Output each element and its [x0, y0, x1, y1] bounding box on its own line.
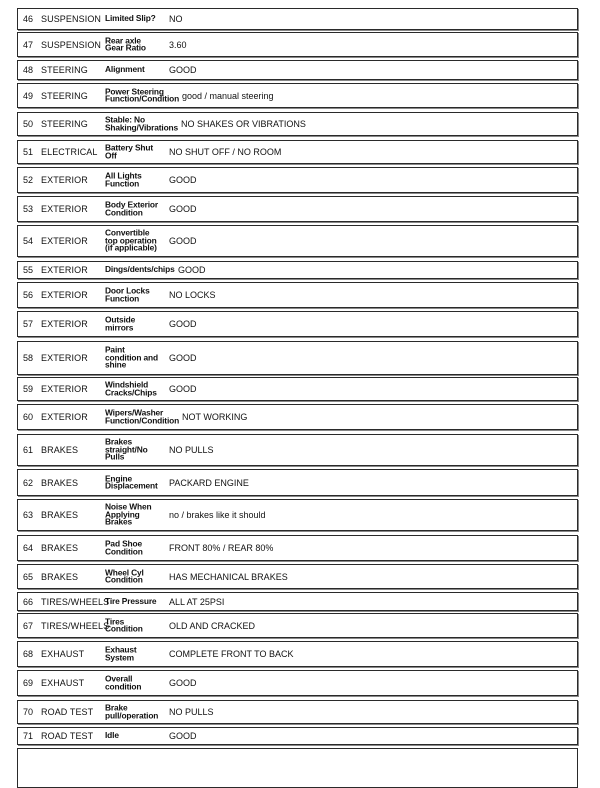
row-item: Tire Pressure: [105, 595, 157, 606]
row-category: STEERING: [41, 65, 88, 75]
row-value: GOOD: [169, 204, 197, 214]
row-value: NO SHUT OFF / NO ROOM: [169, 147, 282, 157]
row-value: NO SHAKES OR VIBRATIONS: [181, 119, 306, 129]
row-number: 60: [23, 412, 34, 422]
table-row: [17, 670, 578, 696]
table-row: [17, 535, 578, 561]
row-value: OLD AND CRACKED: [169, 620, 256, 631]
row-item: Pad Shoe Condition: [105, 538, 143, 556]
row-item: Rear axle Gear Ratio: [105, 34, 146, 53]
row-value: GOOD: [169, 65, 197, 75]
row-category: ELECTRICAL: [41, 147, 98, 157]
table-row: [17, 196, 578, 222]
table-row: [17, 8, 578, 30]
row-category: EXTERIOR: [41, 175, 88, 185]
row-value: GOOD: [169, 175, 197, 185]
table-row: [17, 700, 578, 724]
table-row: [17, 727, 578, 745]
table-row: [17, 32, 578, 57]
row-number: 66: [23, 596, 34, 607]
row-value: GOOD: [169, 319, 197, 329]
row-category: TIRES/WHEELS: [41, 620, 110, 631]
row-category: STEERING: [41, 90, 88, 101]
row-number: 52: [23, 175, 34, 185]
row-category: SUSPENSION: [41, 39, 102, 50]
row-value: NOT WORKING: [182, 412, 248, 422]
row-item: Dings/dents/chips: [105, 264, 175, 275]
table-row: [17, 83, 578, 108]
row-item: Tires Condition: [105, 615, 143, 634]
row-item: Brake pull/operation: [105, 702, 159, 720]
row-value: GOOD: [169, 236, 197, 246]
row-item: Engine Displacement: [105, 472, 158, 491]
row-item: Door Locks Function: [105, 285, 150, 303]
row-category: EXHAUST: [41, 649, 85, 659]
row-value: HAS MECHANICAL BRAKES: [169, 571, 288, 582]
table-row: [17, 377, 578, 401]
table-row: [17, 261, 578, 279]
row-number: 53: [23, 204, 34, 214]
row-number: 65: [23, 571, 34, 582]
row-category: BRAKES: [41, 477, 79, 488]
row-category: EXTERIOR: [41, 236, 88, 246]
row-number: 49: [23, 90, 34, 101]
row-number: 58: [23, 353, 34, 363]
row-category: SUSPENSION: [41, 14, 102, 24]
table-row: [17, 60, 578, 80]
table-row: [17, 434, 578, 466]
row-number: 64: [23, 543, 34, 553]
row-item: Stable: No Shaking/Vibrations: [105, 114, 179, 132]
row-item: Convertible top operation (if applicable): [105, 227, 157, 253]
row-value: NO: [169, 14, 183, 24]
row-category: EXTERIOR: [41, 384, 88, 394]
row-value: NO PULLS: [169, 707, 214, 717]
row-category: STEERING: [41, 119, 88, 129]
row-number: 62: [23, 477, 34, 488]
row-category: ROAD TEST: [41, 731, 94, 741]
row-number: 55: [23, 265, 34, 275]
row-value: PACKARD ENGINE: [169, 477, 249, 488]
row-item: Idle: [105, 730, 119, 741]
row-category: ROAD TEST: [41, 707, 94, 717]
row-number: 56: [23, 290, 34, 300]
row-number: 68: [23, 649, 34, 659]
row-number: 67: [23, 620, 34, 631]
table-row: [17, 469, 578, 496]
row-number: 51: [23, 147, 34, 157]
row-category: BRAKES: [41, 445, 79, 455]
row-number: 50: [23, 119, 34, 129]
row-value: GOOD: [169, 353, 197, 363]
row-value: GOOD: [169, 384, 197, 394]
row-value: GOOD: [169, 678, 197, 688]
row-number: 54: [23, 236, 34, 246]
row-value: NO PULLS: [169, 445, 214, 455]
row-value: FRONT 80% / REAR 80%: [169, 543, 274, 553]
row-value: GOOD: [169, 731, 197, 741]
row-item: Noise When Applying Brakes: [105, 501, 152, 527]
row-category: EXTERIOR: [41, 319, 88, 329]
row-value: no / brakes like it should: [169, 510, 266, 520]
row-category: EXTERIOR: [41, 290, 88, 300]
row-value: ALL AT 25PSI: [169, 596, 225, 607]
row-category: BRAKES: [41, 510, 79, 520]
row-category: EXTERIOR: [41, 353, 88, 363]
row-category: TIRES/WHEELS: [41, 596, 110, 607]
row-value: 3.60: [169, 39, 187, 50]
row-number: 57: [23, 319, 34, 329]
table-row: [17, 499, 578, 531]
row-number: 61: [23, 445, 34, 455]
table-row: [17, 282, 578, 308]
row-item: Exhaust System: [105, 644, 137, 662]
row-category: EXTERIOR: [41, 412, 88, 422]
table-row: [17, 592, 578, 611]
row-number: 46: [23, 14, 34, 24]
row-number: 47: [23, 39, 34, 50]
row-item: Outside mirrors: [105, 314, 136, 332]
row-item: Body Exterior Condition: [105, 199, 158, 217]
table-row: [17, 341, 578, 375]
table-row: [17, 225, 578, 257]
row-item: Alignment: [105, 64, 145, 75]
row-category: EXHAUST: [41, 678, 85, 688]
row-value: good / manual steering: [182, 90, 274, 101]
row-item: Brakes straight/No Pulls: [105, 436, 148, 462]
row-value: COMPLETE FRONT TO BACK: [169, 649, 294, 659]
row-value: NO LOCKS: [169, 290, 216, 300]
row-item: Power Steering Function/Condition: [105, 85, 180, 104]
row-item: Wipers/Washer Function/Condition: [105, 407, 180, 425]
row-category: BRAKES: [41, 543, 79, 553]
table-continuation-box: [17, 748, 578, 788]
row-number: 63: [23, 510, 34, 520]
row-item: Battery Shut Off: [105, 142, 153, 160]
row-value: GOOD: [178, 265, 206, 275]
row-item: Paint condition and shine: [105, 344, 158, 370]
row-category: BRAKES: [41, 571, 79, 582]
row-number: 71: [23, 731, 34, 741]
row-number: 48: [23, 65, 34, 75]
row-category: EXTERIOR: [41, 204, 88, 214]
table-row: [17, 641, 578, 667]
table-row: [17, 564, 578, 589]
table-row: [17, 112, 578, 136]
row-number: 69: [23, 678, 34, 688]
row-category: EXTERIOR: [41, 265, 88, 275]
row-item: Windshield Cracks/Chips: [105, 379, 157, 397]
table-row: [17, 613, 578, 638]
row-number: 70: [23, 707, 34, 717]
table-row: [17, 140, 578, 164]
table-row: [17, 167, 578, 193]
row-item: All Lights Function: [105, 170, 142, 188]
table-row: [17, 404, 578, 430]
table-row: [17, 311, 578, 337]
row-number: 59: [23, 384, 34, 394]
row-item: Overall condition: [105, 673, 142, 691]
row-item: Limited Slip?: [105, 13, 156, 24]
row-item: Wheel Cyl Condition: [105, 566, 144, 585]
